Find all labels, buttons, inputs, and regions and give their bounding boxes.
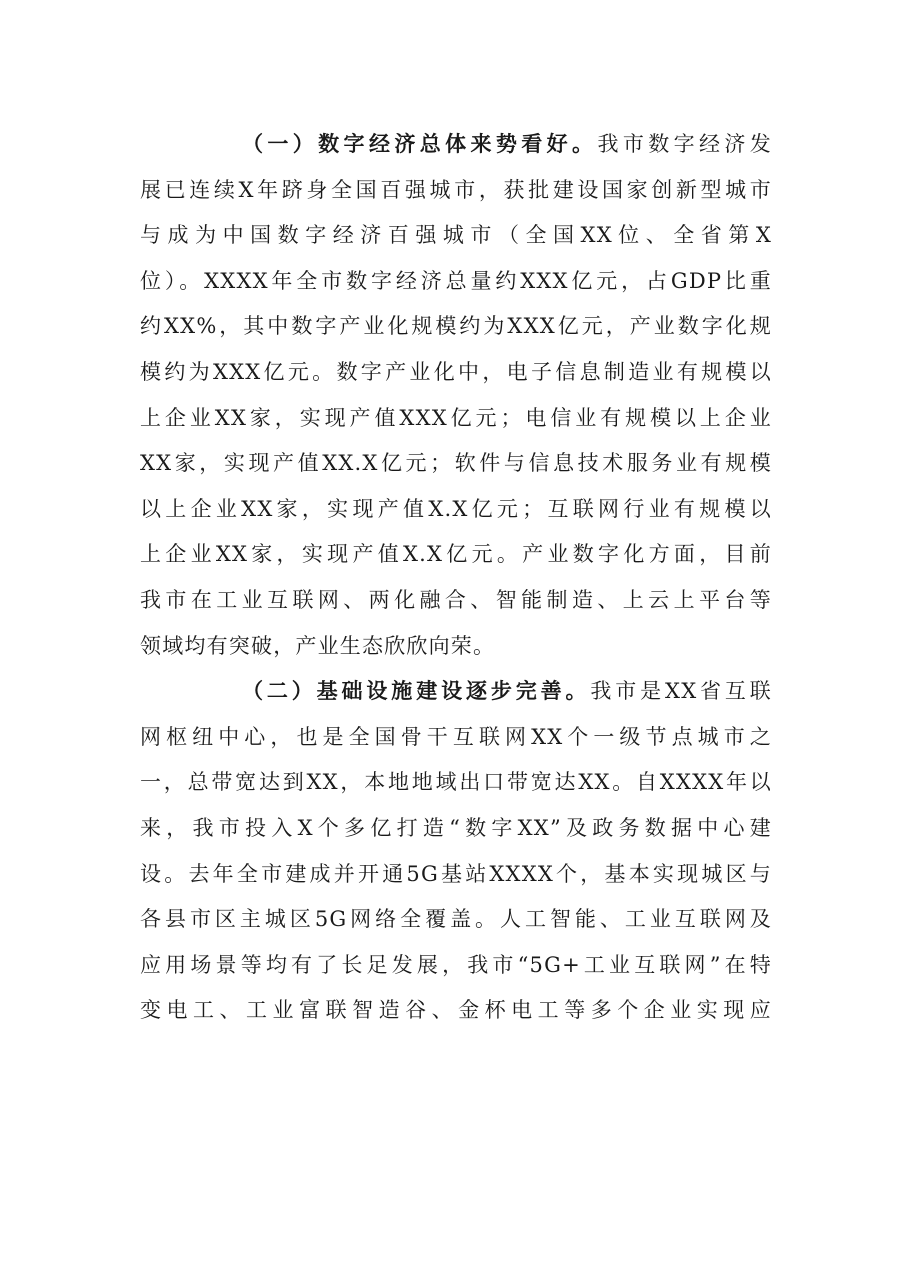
paragraph-2-line: 一，总带宽达到XX，本地地域出口带宽达XX。自XXXX年以 [140, 770, 772, 795]
section-heading-2: （二）基础设施建设逐步完善。 [242, 679, 591, 704]
paragraph-1-line: 约XX%，其中数字产业化规模约为XXX亿元，产业数字化规 [140, 314, 772, 339]
paragraph-1-line: 模约为XXX亿元。数字产业化中，电子信息制造业有规模以 [140, 359, 772, 384]
paragraph-1-line: XX家，实现产值XX.X亿元；软件与信息技术服务业有规模 [140, 451, 772, 476]
paragraph-1-line: 位）。XXXX年全市数字经济总量约XXX亿元，占GDP比重 [140, 268, 772, 293]
paragraph-1-line: 上企业XX家，实现产值XXX亿元；电信业有规模以上企业 [140, 405, 772, 430]
paragraph-1-line: 我市在工业互联网、两化融合、智能制造、上云上平台等 [140, 587, 772, 612]
paragraph-1-line-1 [140, 122, 772, 168]
paragraph-2-line: 应用场景等均有了长足发展，我市“5G+工业互联网”在特 [140, 952, 772, 977]
document-body [140, 122, 772, 1034]
paragraph-2-text-start: 我市是XX省互联 [590, 679, 772, 704]
paragraph-2-line: 网枢纽中心，也是全国骨干互联网XX个一级节点城市之 [140, 724, 772, 749]
paragraph-1-line: 上企业XX家，实现产值X.X亿元。产业数字化方面，目前 [140, 542, 772, 567]
paragraph-2-line-1 [140, 669, 772, 715]
paragraph-1-last-line: 领域均有突破，产业生态欣欣向荣。 [140, 633, 496, 658]
paragraph-2-line: 设。去年全市建成并开通5G基站XXXX个，基本实现城区与 [140, 861, 772, 886]
paragraph-2-line: 来，我市投入X个多亿打造“数字XX”及政务数据中心建 [140, 815, 772, 840]
paragraph-1-line: 以上企业XX家，实现产值X.X亿元；互联网行业有规模以 [140, 496, 772, 521]
section-heading-1: （一）数字经济总体来势看好。 [242, 132, 598, 156]
paragraph-1-text-start: 我市数字经济发 [597, 132, 772, 156]
paragraph-1-line: 展已连续X年跻身全国百强城市，获批建设国家创新型城市 [140, 177, 772, 202]
paragraph-1-line: 与成为中国数字经济百强城市（全国XX位、全省第X [140, 223, 772, 248]
paragraph-2-line: 变电工、工业富联智造谷、金杯电工等多个企业实现应 [140, 998, 772, 1023]
paragraph-2-line: 各县市区主城区5G网络全覆盖。人工智能、工业互联网及 [140, 907, 772, 932]
